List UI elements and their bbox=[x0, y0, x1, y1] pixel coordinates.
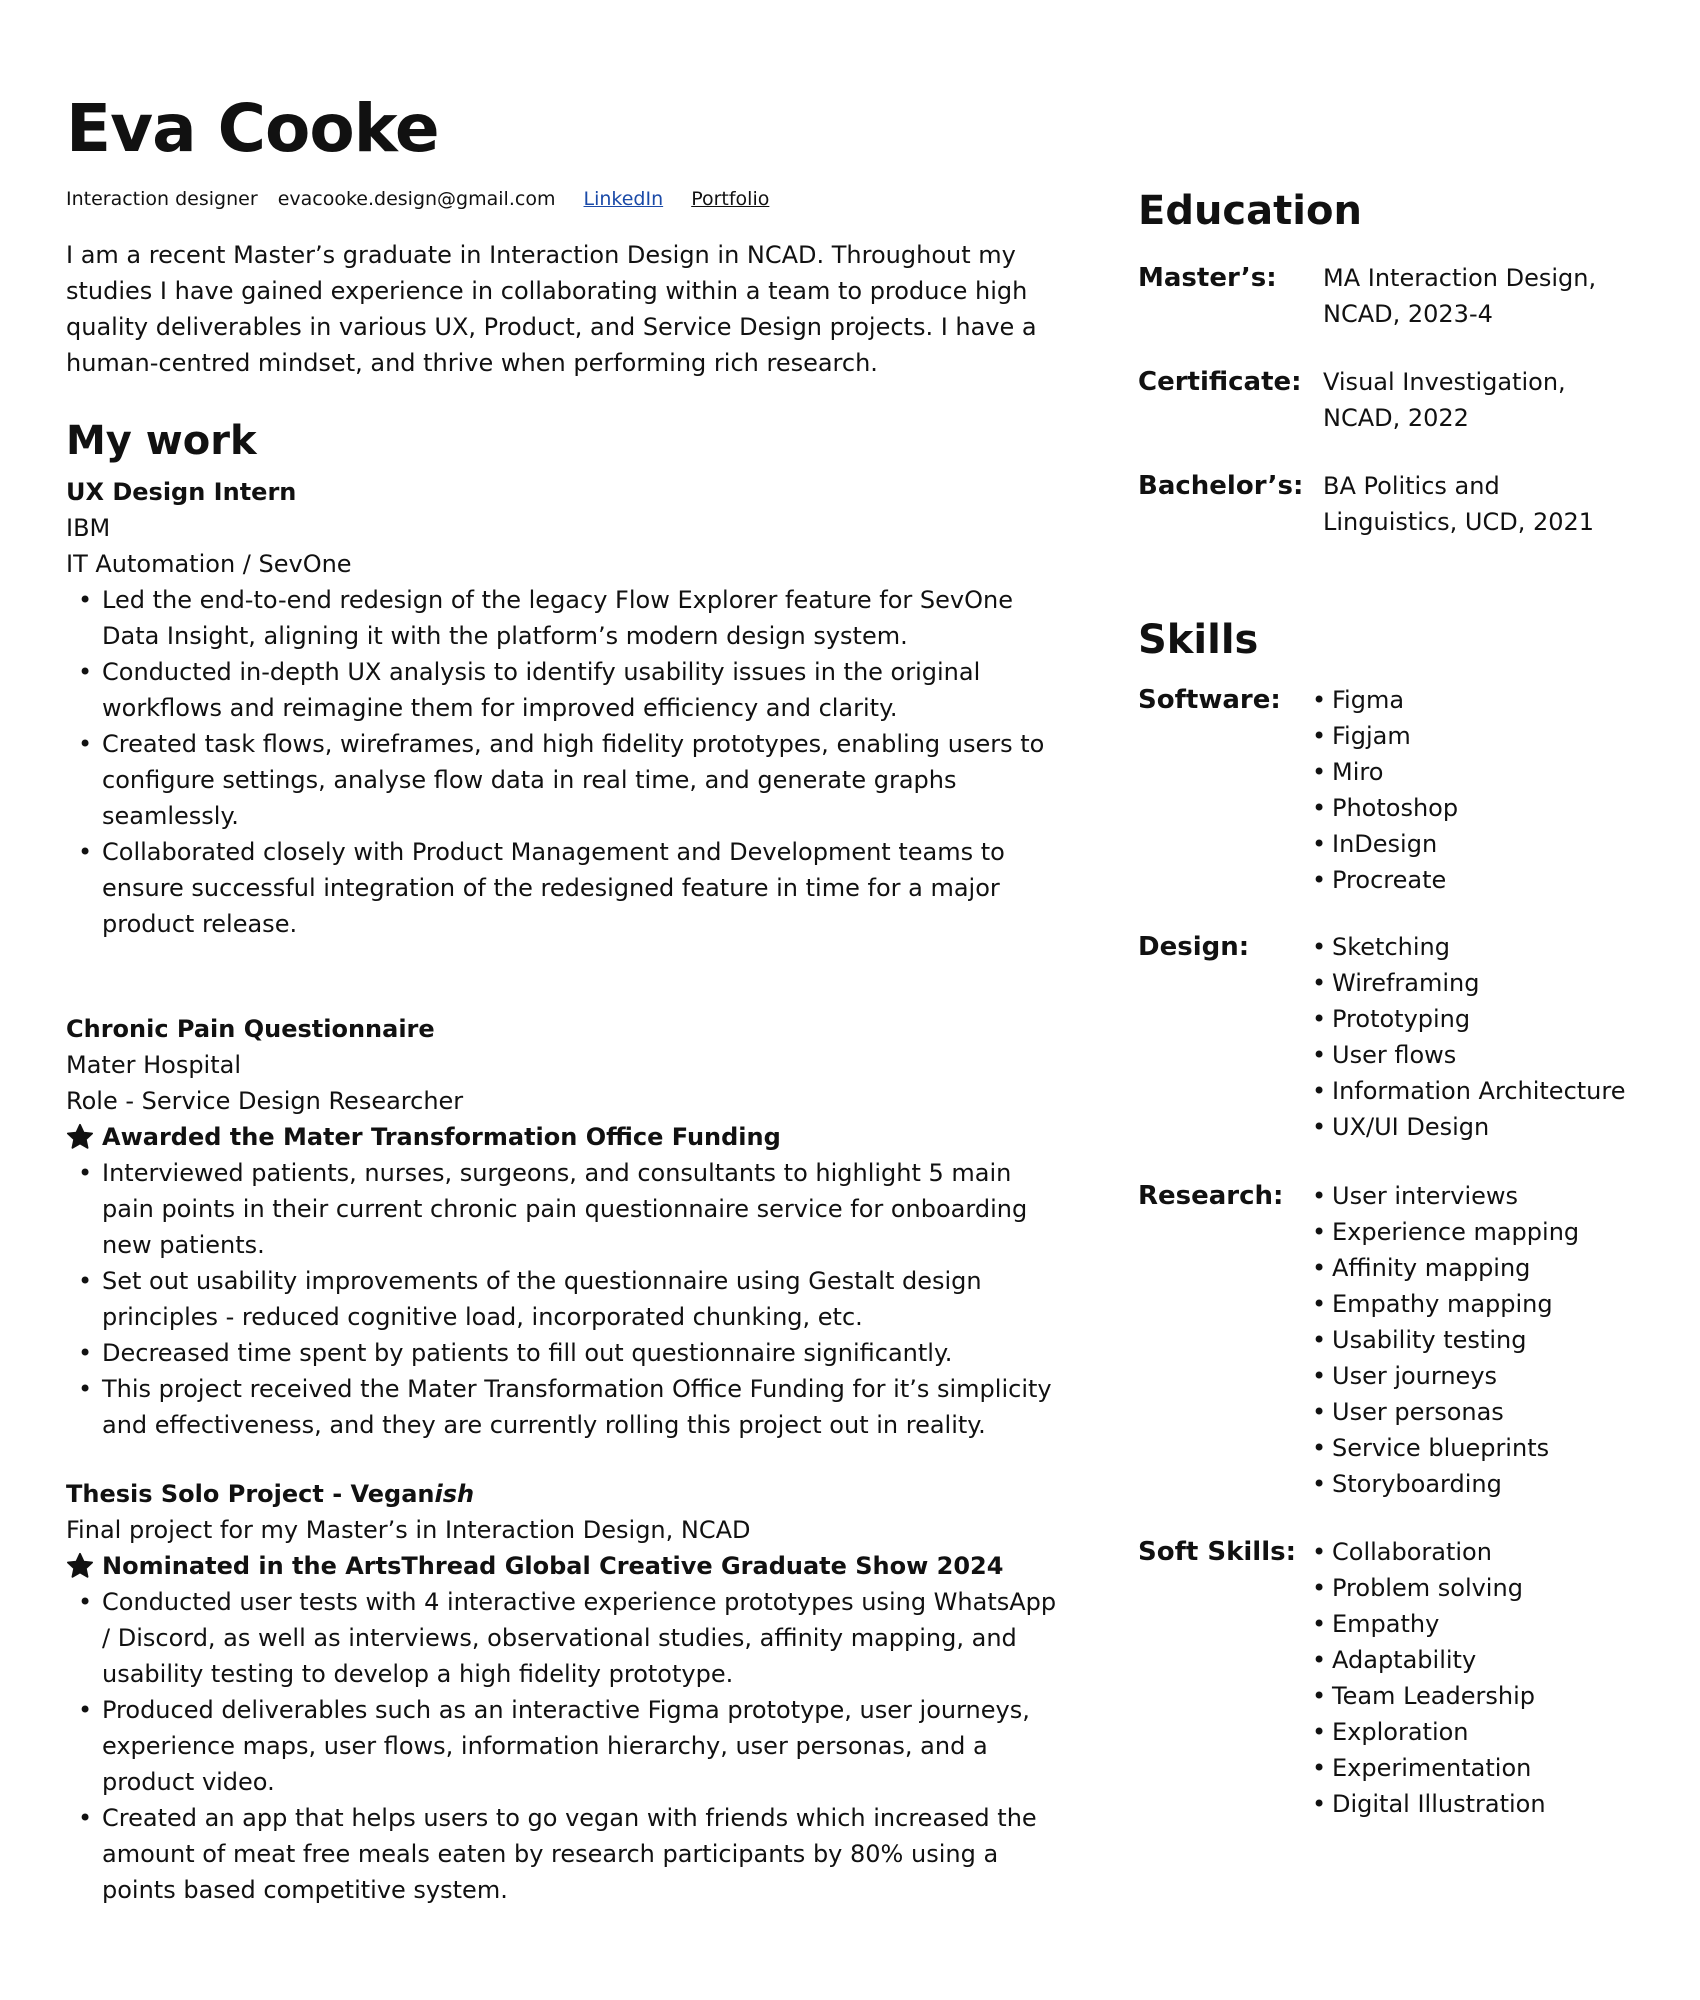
skill-item: • Adaptability bbox=[1308, 1642, 1546, 1678]
skill-item: • Sketching bbox=[1308, 929, 1625, 965]
skill-item: • Figjam bbox=[1308, 718, 1458, 754]
education-value: Visual Investigation, NCAD, 2022 bbox=[1323, 368, 1566, 432]
education-item-bachelors bbox=[1138, 468, 1698, 540]
star-icon bbox=[66, 1123, 94, 1151]
bullet-item: • Collaborated closely with Product Management and Development teams to ensure successful integration of the redesigned feature in time for a major product release. bbox=[66, 834, 1066, 942]
contact-line bbox=[66, 188, 783, 210]
name-heading: Eva Cooke bbox=[66, 90, 439, 167]
skill-item: • Miro bbox=[1308, 754, 1458, 790]
skill-item: • Information Architecture bbox=[1308, 1073, 1625, 1109]
skill-item: • Wireframing bbox=[1308, 965, 1625, 1001]
education-value: BA Politics and Linguistics, UCD, 2021 bbox=[1323, 472, 1595, 536]
skill-list bbox=[1308, 1534, 1546, 1822]
job-company: Mater Hospital bbox=[66, 1051, 242, 1079]
portfolio-link[interactable]: Portfolio bbox=[691, 188, 770, 210]
skill-item: • Empathy mapping bbox=[1308, 1286, 1579, 1322]
skill-item: • User journeys bbox=[1308, 1358, 1579, 1394]
skill-item: • Service blueprints bbox=[1308, 1430, 1579, 1466]
skill-item: • User flows bbox=[1308, 1037, 1625, 1073]
education-heading: Education bbox=[1138, 188, 1362, 234]
job-title-suffix: ish bbox=[434, 1480, 475, 1508]
education-label: Master’s: bbox=[1138, 263, 1277, 293]
bullet-item: • Interviewed patients, nurses, surgeons, and consultants to highlight 5 main pain points in their current chronic pain questionnaire service for onboarding new patients. bbox=[66, 1155, 1066, 1263]
award-line bbox=[66, 1119, 1066, 1155]
skill-group-design bbox=[1138, 929, 1698, 1145]
job-title-prefix: Thesis Solo Project - Vegan bbox=[66, 1480, 435, 1508]
job-team: Role - Service Design Researcher bbox=[66, 1087, 464, 1115]
bullet-item: • Conducted user tests with 4 interactive experience prototypes using WhatsApp / Discord, as well as interviews, observational studies, affinity mapping, and usability testing to develop a high fidelity prototype. bbox=[66, 1584, 1066, 1692]
skill-list bbox=[1308, 682, 1458, 898]
job-title: Chronic Pain Questionnaire bbox=[66, 1015, 435, 1043]
skill-item: • Team Leadership bbox=[1308, 1678, 1546, 1714]
skill-group-soft-skills bbox=[1138, 1534, 1698, 1822]
bullet-item: • Conducted in-depth UX analysis to identify usability issues in the original workflows and reimagine them for improved efficiency and clarity. bbox=[66, 654, 1066, 726]
skill-item: • Problem solving bbox=[1308, 1570, 1546, 1606]
education-value: MA Interaction Design, NCAD, 2023-4 bbox=[1323, 264, 1597, 328]
job-thesis bbox=[66, 1476, 1066, 1908]
education-label: Certificate: bbox=[1138, 367, 1302, 397]
job-bullets bbox=[66, 1155, 1066, 1443]
skill-item: • Affinity mapping bbox=[1308, 1250, 1579, 1286]
education-item-masters bbox=[1138, 260, 1698, 332]
bullet-item: • Decreased time spent by patients to fill out questionnaire significantly. bbox=[66, 1335, 1066, 1371]
job-ibm bbox=[66, 474, 1066, 942]
award-line bbox=[66, 1548, 1066, 1584]
skill-list bbox=[1308, 929, 1625, 1145]
job-title: UX Design Intern bbox=[66, 478, 297, 506]
linkedin-link[interactable]: LinkedIn bbox=[583, 188, 664, 210]
skill-list bbox=[1308, 1178, 1579, 1502]
job-company: IBM bbox=[66, 514, 111, 542]
skill-group-software bbox=[1138, 682, 1698, 898]
my-work-heading: My work bbox=[66, 418, 257, 464]
skill-item: • Experimentation bbox=[1308, 1750, 1546, 1786]
bullet-item: • Produced deliverables such as an interactive Figma prototype, user journeys, experience maps, user flows, information hierarchy, user personas, and a product video. bbox=[66, 1692, 1066, 1800]
skill-group-label: Design: bbox=[1138, 932, 1250, 962]
star-icon bbox=[66, 1552, 94, 1580]
education-item-certificate bbox=[1138, 364, 1698, 436]
skill-item: • Prototyping bbox=[1308, 1001, 1625, 1037]
skill-group-label: Software: bbox=[1138, 685, 1281, 715]
skill-item: • Experience mapping bbox=[1308, 1214, 1579, 1250]
bullet-item: • Created an app that helps users to go vegan with friends which increased the amount of meat free meals eaten by research participants by 80% using a points based competitive system. bbox=[66, 1800, 1066, 1908]
skill-item: • Exploration bbox=[1308, 1714, 1546, 1750]
skill-group-label: Soft Skills: bbox=[1138, 1537, 1297, 1567]
job-team: IT Automation / SevOne bbox=[66, 550, 352, 578]
job-bullets bbox=[66, 582, 1066, 942]
skill-item: • Photoshop bbox=[1308, 790, 1458, 826]
skill-item: • Digital Illustration bbox=[1308, 1786, 1546, 1822]
summary-paragraph: I am a recent Master’s graduate in Interaction Design in NCAD. Throughout my studies I have gained experience in collaborating within a team to produce high quality deliverables in various UX, Product, and Service Design projects. I have a human-centred mindset, and thrive when performing rich research. bbox=[66, 241, 1037, 377]
award-text: Awarded the Mater Transformation Office Funding bbox=[102, 1123, 781, 1151]
skill-item: • Figma bbox=[1308, 682, 1458, 718]
skill-item: • Collaboration bbox=[1308, 1534, 1546, 1570]
skill-item: • Empathy bbox=[1308, 1606, 1546, 1642]
bullet-item: • This project received the Mater Transformation Office Funding for it’s simplicity and effectiveness, and they are currently rolling this project out in reality. bbox=[66, 1371, 1066, 1443]
education-label: Bachelor’s: bbox=[1138, 471, 1304, 501]
bullet-item: • Set out usability improvements of the questionnaire using Gestalt design principles - reduced cognitive load, incorporated chunking, etc. bbox=[66, 1263, 1066, 1335]
job-company: Final project for my Master’s in Interaction Design, NCAD bbox=[66, 1516, 751, 1544]
skill-item: • InDesign bbox=[1308, 826, 1458, 862]
bullet-item: • Led the end-to-end redesign of the legacy Flow Explorer feature for SevOne Data Insight, aligning it with the platform’s modern design system. bbox=[66, 582, 1066, 654]
skill-item: • Procreate bbox=[1308, 862, 1458, 898]
job-title bbox=[66, 1476, 1066, 1512]
skill-item: • User interviews bbox=[1308, 1178, 1579, 1214]
skill-item: • Usability testing bbox=[1308, 1322, 1579, 1358]
job-mater bbox=[66, 1011, 1066, 1443]
skill-group-label: Research: bbox=[1138, 1181, 1284, 1211]
job-bullets bbox=[66, 1584, 1066, 1908]
skill-group-research bbox=[1138, 1178, 1698, 1502]
skills-heading: Skills bbox=[1138, 617, 1259, 663]
skill-item: • UX/UI Design bbox=[1308, 1109, 1625, 1145]
role-text: Interaction designer bbox=[66, 188, 258, 210]
award-text: Nominated in the ArtsThread Global Creative Graduate Show 2024 bbox=[102, 1552, 1004, 1580]
email-text[interactable]: evacooke.design@gmail.com bbox=[277, 188, 556, 210]
bullet-item: • Created task flows, wireframes, and high fidelity prototypes, enabling users to configure settings, analyse flow data in real time, and generate graphs seamlessly. bbox=[66, 726, 1066, 834]
skill-item: • Storyboarding bbox=[1308, 1466, 1579, 1502]
skill-item: • User personas bbox=[1308, 1394, 1579, 1430]
